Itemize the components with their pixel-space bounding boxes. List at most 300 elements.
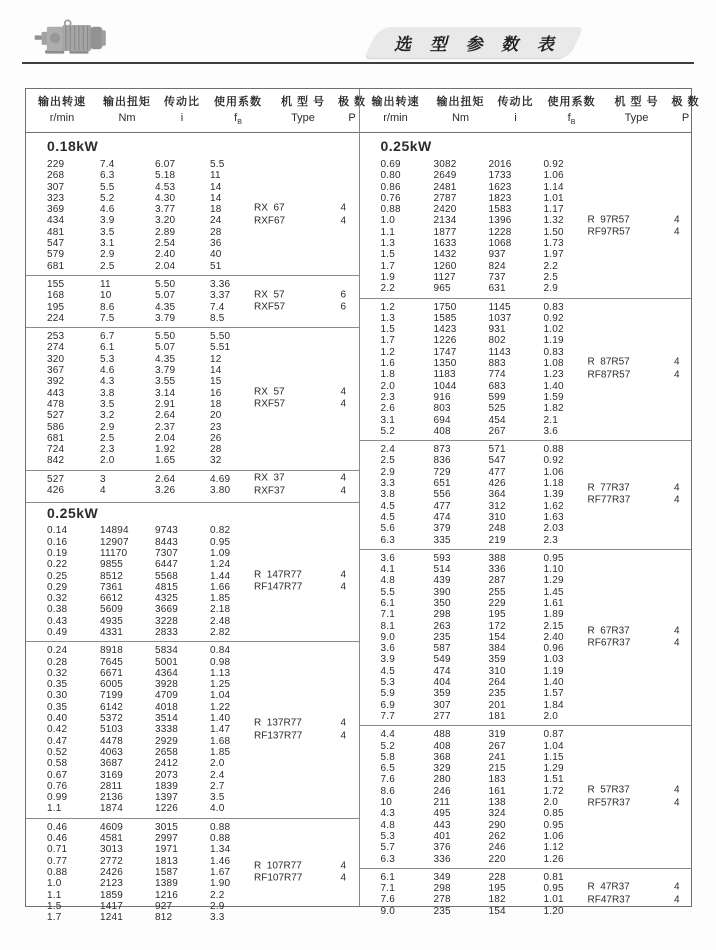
cell-service-factor: 1.15 [543,751,564,763]
cell-ratio: 737 [488,271,506,283]
header-label-en: i [180,112,184,124]
cell-output-torque: 3013 [100,844,124,856]
cell-ratio: 547 [488,455,506,467]
cell-service-factor: 1.09 [210,547,231,559]
header-col-3 [156,94,208,132]
table-row [360,313,692,324]
cell-output-speed: 6.1 [380,871,396,883]
cell-ratio: 631 [488,283,506,295]
header-label-zh: 输出转速 [38,96,86,108]
table-header [26,89,367,133]
type-line [588,894,680,907]
cell-service-factor: 3.36 [210,278,231,290]
type-line [588,227,680,240]
cell-service-factor: 18 [210,204,222,216]
type-block [254,860,346,885]
cell-output-torque: 965 [433,283,451,295]
table-row [26,668,359,679]
cell-output-speed: 0.35 [47,701,68,713]
cell-output-speed: 4.1 [380,564,396,576]
cell-output-speed: 4.5 [380,511,396,523]
cell-output-speed: 681 [47,260,65,272]
cell-output-torque: 443 [433,819,451,831]
cell-ratio: 4.53 [155,181,176,193]
cell-service-factor: 16 [210,387,222,399]
table-row [26,758,359,769]
cell-service-factor: 0.92 [543,159,564,170]
cell-output-torque: 235 [433,631,451,643]
cell-ratio: 267 [488,425,506,437]
cell-service-factor: 1.06 [543,830,564,842]
table-row [360,688,692,699]
cell-output-speed: 8.6 [380,785,396,797]
cell-output-torque: 2811 [100,780,123,792]
cell-output-speed: 1.5 [380,249,396,261]
cell-service-factor: 0.83 [543,346,564,358]
cell-output-speed: 5.3 [380,830,396,842]
cell-output-speed: 5.8 [380,751,396,763]
cell-output-speed: 579 [47,249,65,261]
type-line [254,485,346,498]
cell-ratio: 255 [488,586,506,598]
cell-service-factor: 2.0 [543,710,559,722]
cell-service-factor: 1.51 [543,774,564,786]
cell-ratio: 4018 [155,701,179,713]
cell-output-speed: 0.28 [47,656,68,668]
pole-count: 4 [340,215,346,227]
table-row [360,842,692,853]
cell-output-speed: 10 [380,797,393,809]
type-block [254,569,346,594]
cell-output-speed: 0.67 [47,769,68,781]
cell-output-torque: 298 [433,609,451,621]
header-label-en: Nm [118,112,136,124]
cell-output-torque: 7199 [100,690,124,702]
cell-ratio: 2.04 [155,432,176,444]
cell-output-speed: 0.71 [47,844,68,856]
type-block [588,882,680,907]
cell-output-torque: 2420 [433,204,457,216]
type-block [588,214,680,239]
cell-ratio: 5001 [155,656,179,668]
type-line [254,473,346,486]
cell-ratio: 1068 [488,238,512,250]
power-section-label: 0.25kW [380,138,432,154]
cell-ratio: 525 [488,403,506,415]
cell-output-speed: 0.69 [380,159,401,170]
page-title: 选 型 参 数 表 [394,35,561,54]
cell-service-factor: 0.92 [543,312,564,324]
table-header [360,89,700,133]
table-row [26,342,359,353]
table-row [360,729,692,740]
cell-ratio: 4364 [155,667,179,679]
cell-service-factor: 3.80 [210,485,231,497]
cell-output-torque: 6.3 [100,170,115,182]
cell-service-factor: 1.24 [210,559,231,571]
cell-output-torque: 4063 [100,746,124,758]
ratio-group [26,470,359,500]
header-label-zh: 机 型 号 [614,96,659,108]
title-banner [365,27,583,58]
cell-output-speed: 7.1 [380,609,396,621]
cell-service-factor: 1.19 [543,665,564,677]
pole-count: 6 [340,301,346,313]
cell-service-factor: 1.32 [543,215,564,227]
cell-ratio: 5834 [155,645,179,657]
table-row [26,901,359,912]
table-row [360,677,692,688]
cell-output-speed: 5.7 [380,842,396,854]
cell-service-factor: 2.40 [543,631,564,643]
cell-service-factor: 1.25 [210,679,231,691]
cell-service-factor: 1.97 [543,249,564,261]
type-block [588,357,680,382]
cell-output-torque: 6005 [100,679,124,691]
cell-output-speed: 8.1 [380,620,396,632]
type-name: RX 57 [254,289,285,301]
pole-count: 4 [673,356,680,368]
type-line [588,797,680,810]
cell-output-torque: 2772 [100,855,124,867]
cell-output-torque: 3 [100,473,106,485]
cell-output-torque: 1432 [433,249,457,261]
cell-ratio: 154 [488,631,506,643]
cell-service-factor: 1.29 [543,763,564,775]
cell-service-factor: 0.81 [543,871,564,883]
cell-output-speed: 3.9 [380,654,396,666]
cell-output-torque: 1260 [433,260,457,272]
power-section-label: 0.25kW [26,502,359,522]
table-row [26,679,359,690]
cell-output-speed: 7.6 [380,774,396,786]
cell-output-speed: 4.8 [380,575,396,587]
cell-ratio: 2833 [155,626,179,638]
cell-ratio: 267 [488,740,506,752]
cell-service-factor: 1.01 [543,192,564,204]
table-half-left [26,89,367,924]
cell-output-speed: 1.7 [380,335,396,347]
cell-output-speed: 1.2 [380,346,396,358]
cell-output-speed: 2.5 [380,455,396,467]
header-label-en: Nm [451,112,470,124]
type-name: RF107R77 [254,872,303,884]
cell-output-speed: 392 [47,376,65,388]
type-name: R 57R37 [587,784,630,796]
cell-service-factor: 1.89 [543,609,564,621]
cell-service-factor: 1.04 [543,740,564,752]
header-col-4 [542,94,602,132]
cell-output-torque: 2123 [100,878,124,890]
cell-output-speed: 2.2 [380,283,396,295]
cell-output-torque: 10 [100,290,112,302]
cell-output-speed: 1.6 [380,358,396,370]
cell-ratio: 235 [488,688,506,700]
cell-output-torque: 5372 [100,713,124,725]
table-row [26,548,359,559]
cell-ratio: 1587 [155,866,179,878]
cell-service-factor: 2.4 [210,769,225,781]
cell-output-torque: 651 [433,478,451,490]
type-line [588,482,680,495]
cell-output-torque: 7645 [100,656,124,668]
header-label-zh: 使用系数 [547,96,596,108]
cell-output-torque: 593 [433,552,451,564]
cell-service-factor: 1.06 [543,170,564,182]
cell-service-factor: 1.68 [210,735,231,747]
cell-ratio: 937 [488,249,506,261]
cell-service-factor: 0.95 [543,552,564,564]
header-label-zh: 传动比 [497,96,534,108]
cell-service-factor: 28 [210,444,222,456]
ratio-group [26,275,359,327]
cell-output-torque: 474 [433,511,451,523]
table-row [26,433,359,444]
cell-ratio: 1145 [488,301,511,313]
type-name: RX 67 [254,202,285,214]
pole-count: 4 [340,386,346,398]
cell-output-speed: 6.5 [380,763,396,775]
cell-service-factor: 1.85 [210,593,231,605]
cell-ratio: 324 [488,808,506,820]
cell-service-factor: 0.84 [210,645,231,657]
type-block [254,473,346,498]
cell-output-speed: 4.8 [380,819,396,831]
cell-ratio: 1813 [155,855,179,867]
cell-ratio: 4325 [155,593,179,605]
cell-ratio: 2929 [155,735,179,747]
type-block [588,785,680,810]
cell-output-speed: 842 [47,455,65,467]
type-line [254,386,346,399]
cell-service-factor: 0.88 [543,444,564,456]
type-line [588,214,680,227]
cell-output-speed: 268 [47,170,65,182]
table-row [26,331,359,342]
cell-ratio: 3.20 [155,215,176,227]
cell-output-torque: 379 [433,523,451,535]
cell-output-torque: 6612 [100,593,124,605]
cell-output-torque: 1183 [433,369,456,381]
pole-count: 4 [673,881,680,893]
header-col-2 [98,94,156,132]
cell-ratio: 2.37 [155,421,176,433]
cell-output-torque: 439 [433,575,451,587]
pole-count: 4 [673,797,680,809]
table-row [360,700,692,711]
header-col-3 [490,94,542,132]
cell-output-torque: 3082 [433,159,457,170]
cell-output-torque: 556 [433,489,451,501]
type-line [588,638,680,651]
cell-output-torque: 401 [433,830,451,842]
ratio-group [26,641,359,817]
cell-output-torque: 873 [433,444,451,456]
table-row [26,537,359,548]
cell-output-torque: 2.9 [100,421,115,433]
table-row [26,455,359,466]
pole-count: 4 [673,214,680,226]
cell-service-factor: 1.66 [210,581,231,593]
cell-service-factor: 2.3 [543,534,559,546]
table-row [26,354,359,365]
cell-ratio: 1037 [488,312,512,324]
cell-output-speed: 6.3 [380,534,396,546]
cell-ratio: 215 [488,763,506,775]
cell-output-speed: 1.1 [47,803,62,815]
cell-output-torque: 235 [433,905,451,917]
pole-count: 4 [340,398,346,410]
cell-ratio: 599 [488,391,506,403]
header-label-zh: 传动比 [164,96,200,108]
pole-count: 4 [673,894,680,906]
cell-output-torque: 408 [433,425,451,437]
cell-output-speed: 0.25 [47,570,68,582]
cell-ratio: 1397 [155,792,179,804]
cell-ratio: 264 [488,677,506,689]
table-row [360,302,692,313]
cell-output-speed: 724 [47,444,65,456]
cell-output-speed: 0.16 [47,536,68,548]
cell-output-torque: 3.2 [100,410,115,422]
cell-output-torque: 2.9 [100,249,115,261]
cell-ratio: 195 [488,609,506,621]
table-row [26,747,359,758]
cell-output-torque: 514 [433,564,451,576]
cell-ratio: 388 [488,552,506,564]
cell-ratio: 683 [488,380,506,392]
cell-output-speed: 1.1 [380,226,396,238]
cell-output-speed: 4.5 [380,665,396,677]
cell-service-factor: 23 [210,421,222,433]
header-label-zh: 输出扭矩 [103,96,151,108]
cell-ratio: 161 [488,785,506,797]
type-line [254,302,346,315]
cell-ratio: 3514 [155,713,179,725]
power-section-label: 0.18kW [47,138,99,154]
cell-output-torque: 1859 [100,889,124,901]
cell-ratio: 1583 [488,204,512,216]
cell-service-factor: 1.13 [210,667,231,679]
header-col-5 [602,94,672,132]
cell-ratio: 229 [488,597,506,609]
cell-service-factor: 1.20 [543,905,564,917]
header-label-zh: 输出转速 [371,96,420,108]
cell-output-torque: 587 [433,643,451,655]
table-row [360,654,692,665]
cell-output-torque: 2.5 [100,260,115,272]
table-row [360,381,692,392]
cell-output-torque: 1417 [100,900,124,912]
table-row [360,535,692,546]
cell-service-factor: 3.3 [210,912,225,924]
cell-output-torque: 4.6 [100,365,115,377]
cell-output-speed: 0.46 [47,833,68,845]
cell-output-speed: 229 [47,159,65,170]
cell-output-speed: 0.14 [47,525,68,537]
table-row [360,598,692,609]
cell-service-factor: 1.47 [210,724,231,736]
table-row [360,193,692,204]
table-row [26,525,359,536]
cell-output-speed: 1.3 [380,312,396,324]
cell-output-torque: 5.3 [100,353,115,365]
table-row [26,833,359,844]
type-block [254,289,346,314]
cell-ratio: 1228 [488,226,512,238]
table-row [360,170,692,181]
cell-output-speed: 0.35 [47,679,68,691]
cell-service-factor: 0.96 [543,643,564,655]
cell-service-factor: 2.2 [543,260,559,272]
cell-ratio: 3228 [155,615,179,627]
cell-service-factor: 1.85 [210,746,231,758]
pole-count: 4 [340,730,346,741]
cell-output-torque: 2.5 [100,432,115,444]
cell-service-factor: 1.22 [210,701,231,713]
cell-service-factor: 14 [210,365,222,377]
pole-count: 4 [340,202,346,214]
cell-ratio: 9743 [155,525,179,537]
ratio-group [360,549,692,725]
type-name: R 107R77 [254,860,302,872]
table-row [26,365,359,376]
type-line [254,215,346,228]
cell-service-factor: 2.7 [210,780,225,792]
type-name: RXF37 [254,485,286,497]
cell-service-factor: 2.9 [210,900,225,912]
cell-ratio: 4.35 [155,353,176,365]
cell-output-speed: 478 [47,398,65,410]
cell-output-torque: 11170 [100,547,128,559]
cell-output-speed: 253 [47,331,65,343]
type-line [254,569,346,582]
pole-count: 4 [340,872,346,884]
table-row [360,249,692,260]
cell-ratio: 219 [488,534,506,546]
cell-output-speed: 5.5 [380,586,396,598]
cell-ratio: 384 [488,643,506,655]
cell-ratio: 5.50 [155,278,176,290]
cell-ratio: 3338 [155,724,179,736]
cell-ratio: 4.35 [155,301,176,313]
table-row [26,912,359,923]
cell-output-torque: 12907 [100,536,129,548]
cell-output-speed: 1.9 [380,271,396,283]
selection-parameter-table [25,88,700,924]
cell-output-torque: 336 [433,853,451,865]
cell-service-factor: 1.29 [543,575,564,587]
cell-service-factor: 1.03 [543,654,564,666]
cell-output-speed: 2.0 [380,380,396,392]
cell-output-speed: 0.40 [47,713,68,725]
cell-output-torque: 474 [433,665,451,677]
cell-ratio: 3669 [155,604,179,616]
cell-output-torque: 6.1 [100,342,115,354]
cell-ratio: 5568 [155,570,179,582]
table-row [360,575,692,586]
cell-output-torque: 4935 [100,615,124,627]
cell-output-torque: 408 [433,740,451,752]
cell-service-factor: 1.34 [210,844,231,856]
cell-output-torque: 5.2 [100,192,115,204]
type-line [588,357,680,370]
table-row [26,803,359,814]
cell-ratio: 7307 [155,547,179,559]
cell-output-torque: 549 [433,654,451,666]
type-name: R 67R37 [587,625,630,637]
cell-output-speed: 7.6 [380,894,396,906]
